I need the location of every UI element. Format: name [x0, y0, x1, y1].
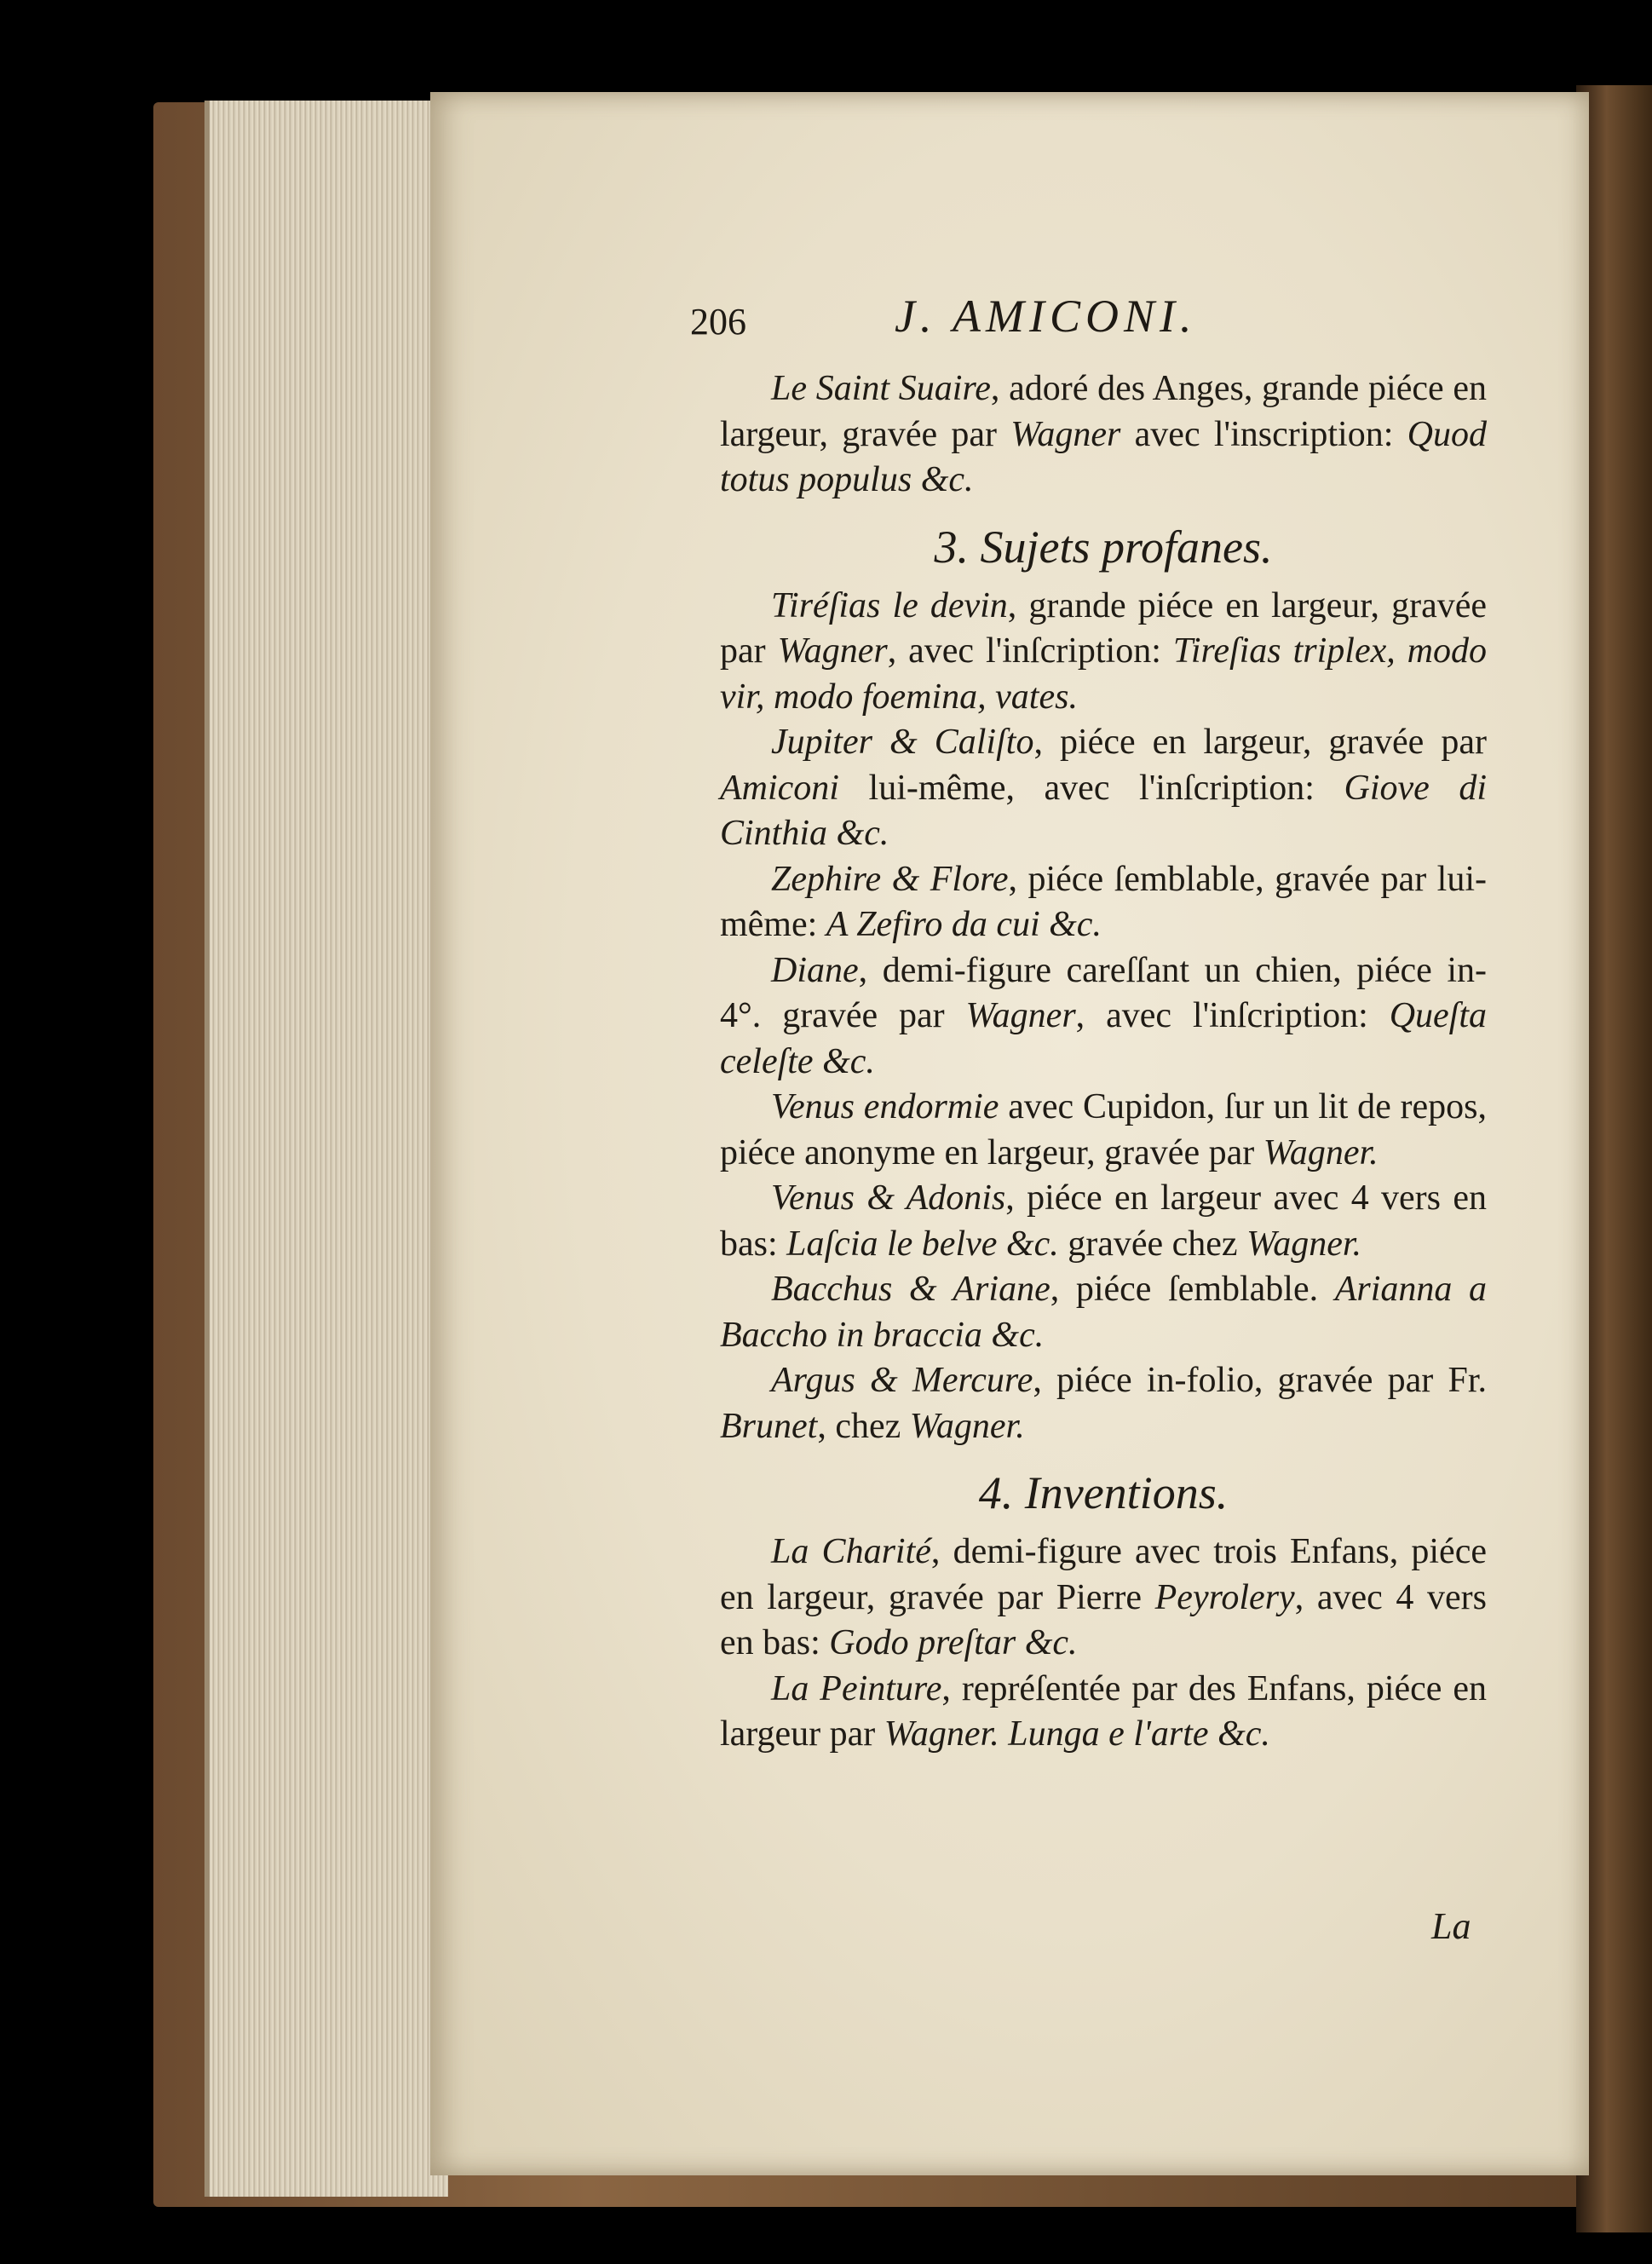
- entry-paragraph: Zephire & Flore, piéce ſemblable, gravée par lui-même: A Zefiro da cui &c.: [720, 859, 1487, 944]
- page-header: [690, 290, 1499, 358]
- section-title-inventions: 4. Inventions.: [978, 1467, 1229, 1518]
- entry-paragraph: La Peinture, repréſentée par des Enfans, piéce en largeur par Wagner. Lunga e l'arte &c.: [720, 1668, 1488, 1754]
- page-edges: [204, 101, 448, 2197]
- entry-paragraph: Argus & Mercure, piéce in-folio, gravée par Fr. Brunet, chez Wagner.: [720, 1361, 1487, 1446]
- entry-paragraph: Le Saint Suaire, adoré des Anges, grande piéce en largeur, gravée par Wagner avec l'inscription: Quod totus populus &c.: [720, 369, 1487, 499]
- entry-paragraph: Tiréſias le devin, grande piéce en largeur, gravée par Wagner, avec l'inſcription: Tireſias triplex, modo vir, modo foemina, vates.: [720, 585, 1487, 717]
- running-head: J. AMICONI.: [895, 291, 1197, 342]
- entry-paragraph: La Charité, demi-figure avec trois Enfans, piéce en largeur, gravée par Pierre Peyrolery, avec 4 vers en bas: Godo preſtar &c.: [720, 1532, 1488, 1662]
- entry-paragraph: Diane, demi-figure careſſant un chien, piéce in-4°. gravée par Wagner, avec l'inſcription: Queſta celeſte &c.: [720, 950, 1487, 1081]
- catchword: La: [1431, 1905, 1471, 1947]
- page-number: 206: [690, 301, 746, 343]
- entry-paragraph: Bacchus & Ariane, piéce ſemblable. Arianna a Baccho in braccia &c.: [720, 1270, 1487, 1355]
- entry-paragraph: Venus endormie avec Cupidon, ſur un lit de repos, piéce anonyme en largeur, gravée par Wagner.: [720, 1087, 1487, 1172]
- section-title-profanes: 3. Sujets profanes.: [934, 521, 1273, 573]
- text-block: [720, 366, 1487, 1758]
- entry-paragraph: Venus & Adonis, piéce en largeur avec 4 vers en bas: Laſcia le belve &c. gravée chez Wagner.: [720, 1178, 1487, 1264]
- entry-paragraph: Jupiter & Caliſto, piéce en largeur, gravée par Amiconi lui-même, avec l'inſcription: Giove di Cinthia &c.: [720, 723, 1488, 853]
